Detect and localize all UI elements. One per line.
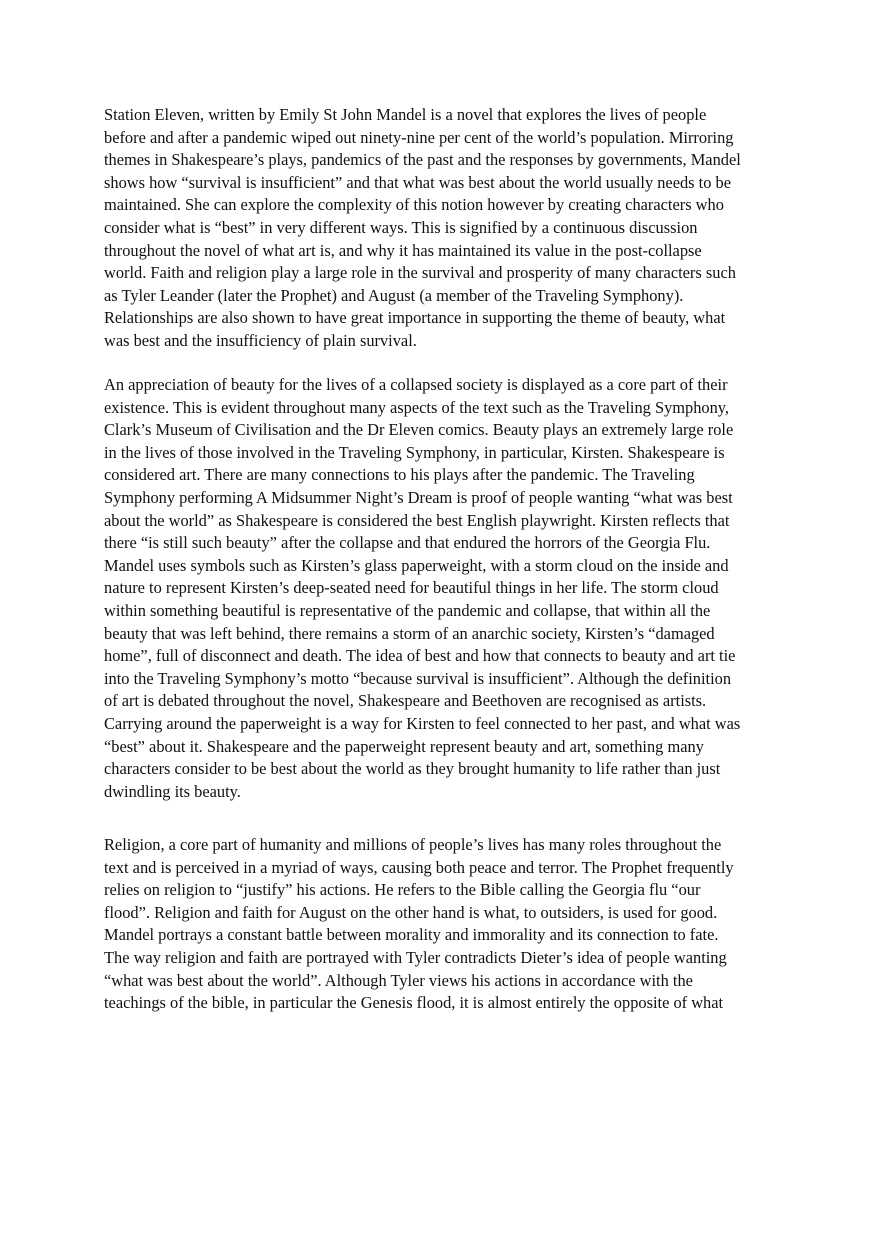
text-line: before and after a pandemic wiped out ninety-nine per cent of the world’s population. Mirroring (104, 127, 734, 147)
text-line: in the lives of those involved in the Traveling Symphony, in particular, Kirsten. Shakespeare is (104, 442, 725, 462)
text-line: considered art. There are many connections to his plays after the pandemic. The Traveling (104, 465, 695, 485)
text-line: Relationships are also shown to have great importance in supporting the theme of beauty, what (104, 308, 726, 328)
text-line: existence. This is evident throughout many aspects of the text such as the Traveling Symphony, (104, 397, 730, 417)
text-line: Clark’s Museum of Civilisation and the Dr Eleven comics. Beauty plays an extremely large role (104, 420, 734, 440)
text-line: The way religion and faith are portrayed with Tyler contradicts Dieter’s idea of people wanting (104, 947, 727, 967)
text-line: “what was best about the world”. Although Tyler views his actions in accordance with the (104, 970, 693, 990)
text-line: “best” about it. Shakespeare and the paperweight represent beauty and art, something many (104, 736, 704, 756)
text-line: Symphony performing A Midsummer Night’s Dream is proof of people wanting “what was best (104, 487, 733, 507)
text-line: of art is debated throughout the novel, Shakespeare and Beethoven are recognised as artists. (104, 691, 707, 711)
text-line: world. Faith and religion play a large role in the survival and prosperity of many characters such (104, 263, 736, 283)
text-line: An appreciation of beauty for the lives of a collapsed society is displayed as a core part of their (104, 375, 728, 394)
text-line: Mandel portrays a constant battle between morality and immorality and its connection to fate. (104, 925, 719, 945)
text-line: as Tyler Leander (later the Prophet) and August (a member of the Traveling Symphony). (104, 285, 684, 305)
text-line: Mandel uses symbols such as Kirsten’s glass paperweight, with a storm cloud on the inside and (104, 555, 729, 575)
paragraph-beauty-and-art (104, 374, 804, 803)
text-line: themes in Shakespeare’s plays, pandemics of the past and the responses by governments, Mandel (104, 150, 741, 170)
text-line: throughout the novel of what art is, and why it has maintained its value in the post-collapse (104, 240, 702, 260)
text-line: characters consider to be best about the world as they brought humanity to life rather than just (104, 759, 721, 779)
text-line: relies on religion to “justify” his actions. He refers to the Bible calling the Georgia flu “our (104, 880, 701, 900)
text-line: consider what is “best” in very different ways. This is signified by a continuous discussion (104, 217, 698, 237)
paragraph-introduction (104, 104, 804, 353)
text-line: maintained. She can explore the complexity of this notion however by creating characters who (104, 195, 724, 215)
text-line: about the world” as Shakespeare is considered the best English playwright. Kirsten reflects that (104, 510, 730, 530)
text-line: Carrying around the paperweight is a way for Kirsten to feel connected to her past, and what was (104, 713, 741, 733)
text-line: Station Eleven, written by Emily St John Mandel is a novel that explores the lives of people (104, 105, 707, 124)
text-line: dwindling its beauty. (104, 781, 241, 801)
text-line: within something beautiful is representative of the pandemic and collapse, that within all the (104, 600, 711, 620)
text-line: teachings of the bible, in particular the Genesis flood, it is almost entirely the opposite of what (104, 993, 724, 1013)
text-line: Religion, a core part of humanity and millions of people’s lives has many roles throughout the (104, 835, 722, 854)
text-line: flood”. Religion and faith for August on the other hand is what, to outsiders, is used for good. (104, 902, 718, 922)
text-line: text and is perceived in a myriad of ways, causing both peace and terror. The Prophet frequently (104, 857, 734, 877)
text-line: home”, full of disconnect and death. The idea of best and how that connects to beauty and art tie (104, 646, 736, 666)
paragraph-religion (104, 834, 804, 1015)
text-line: there “is still such beauty” after the collapse and that endured the horrors of the Georgia Flu. (104, 533, 711, 553)
text-line: shows how “survival is insufficient” and that what was best about the world usually needs to be (104, 172, 731, 192)
text-line: into the Traveling Symphony’s motto “because survival is insufficient”. Although the definition (104, 668, 732, 688)
text-line: was best and the insufficiency of plain survival. (104, 330, 417, 350)
text-line: beauty that was left behind, there remains a storm of an anarchic society, Kirsten’s “damaged (104, 623, 715, 643)
text-line: nature to represent Kirsten’s deep-seated need for beautiful things in her life. The storm cloud (104, 578, 719, 598)
